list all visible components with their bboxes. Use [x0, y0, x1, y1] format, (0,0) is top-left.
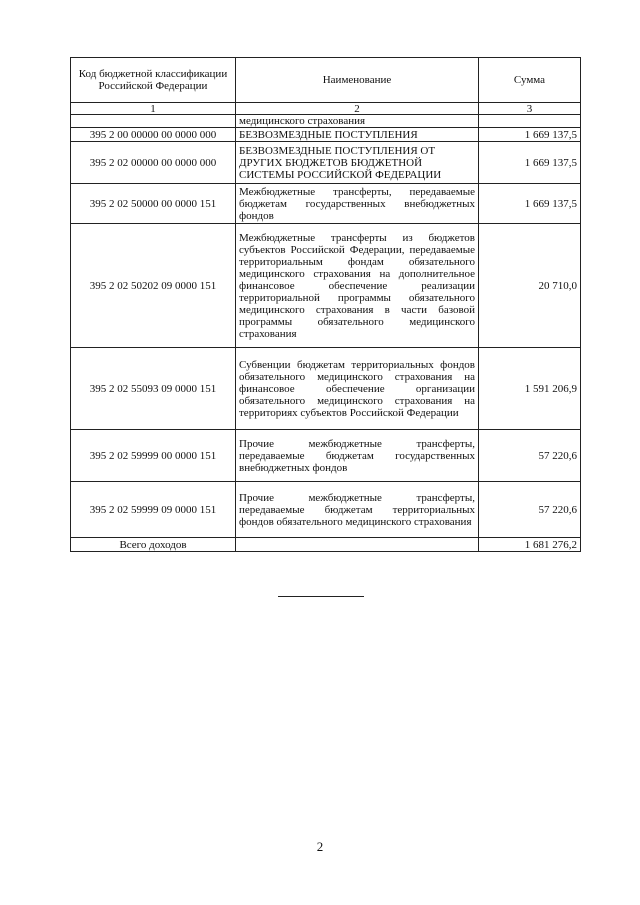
row-sum: 57 220,6 — [479, 430, 581, 482]
column-number-row — [71, 103, 581, 115]
total-row — [71, 538, 581, 552]
row-sum: 20 710,0 — [479, 224, 581, 348]
page-number: 2 — [316, 839, 324, 854]
row-code: 395 2 02 59999 09 0000 151 — [71, 482, 236, 538]
table-row — [71, 430, 581, 482]
row-name: Межбюджетные трансферты, передаваемые бюджетам государственных внебюджетных фондов — [236, 184, 479, 224]
row-sum: 1 669 137,5 — [479, 128, 581, 142]
continuation-row — [71, 115, 581, 128]
row-code: 395 2 02 50000 00 0000 151 — [71, 184, 236, 224]
revenue-table — [70, 57, 581, 552]
row-sum: 1 669 137,5 — [479, 184, 581, 224]
row-code: 395 2 02 00000 00 0000 000 — [71, 142, 236, 184]
row-name: Прочие межбюджетные трансферты, передаваемые бюджетам государственных внебюджетных фондов — [236, 430, 479, 482]
table-row — [71, 224, 581, 348]
row-sum: 1 669 137,5 — [479, 142, 581, 184]
column-number-2: 2 — [236, 103, 479, 115]
row-name: Межбюджетные трансферты из бюджетов субъектов Российской Федерации, передаваемые территориальным фондам обязательного медицинского страхования на дополнительное финансовое обеспечение реализации территориальной программы обязательного медицинского страхования в части базовой программы обязательного медицинского страхования — [236, 224, 479, 348]
row-name: БЕЗВОЗМЕЗДНЫЕ ПОСТУПЛЕНИЯ ОТ ДРУГИХ БЮДЖЕТОВ БЮДЖЕТНОЙ СИСТЕМЫ РОССИЙСКОЙ ФЕДЕРАЦИИ — [236, 142, 479, 184]
row-code: 395 2 00 00000 00 0000 000 — [71, 128, 236, 142]
header-code: Код бюджетной классификации Российской Федерации — [71, 58, 236, 103]
row-code: 395 2 02 59999 00 0000 151 — [71, 430, 236, 482]
header-name: Наименование — [236, 58, 479, 103]
row-name: БЕЗВОЗМЕЗДНЫЕ ПОСТУПЛЕНИЯ — [236, 128, 479, 142]
row-sum: 1 591 206,9 — [479, 348, 581, 430]
row-sum: 57 220,6 — [479, 482, 581, 538]
header-sum: Сумма — [479, 58, 581, 103]
table-row — [71, 128, 581, 142]
row-code: 395 2 02 50202 09 0000 151 — [71, 224, 236, 348]
table-row — [71, 142, 581, 184]
total-label: Всего доходов — [71, 538, 236, 552]
table-row — [71, 482, 581, 538]
row-name: Субвенции бюджетам территориальных фондов обязательного медицинского страхования на финансовое обеспечение организации обязательного медицинского страхования на территориях субъектов Российской Федерации — [236, 348, 479, 430]
column-number-3: 3 — [479, 103, 581, 115]
table-row — [71, 184, 581, 224]
continuation-text: медицинского страхования — [236, 115, 479, 128]
separator-line — [278, 596, 364, 597]
column-number-1: 1 — [71, 103, 236, 115]
table-header-row — [71, 58, 581, 103]
row-name: Прочие межбюджетные трансферты, передаваемые бюджетам территориальных фондов обязательного медицинского страхования — [236, 482, 479, 538]
table-row — [71, 348, 581, 430]
total-sum: 1 681 276,2 — [479, 538, 581, 552]
row-code: 395 2 02 55093 09 0000 151 — [71, 348, 236, 430]
